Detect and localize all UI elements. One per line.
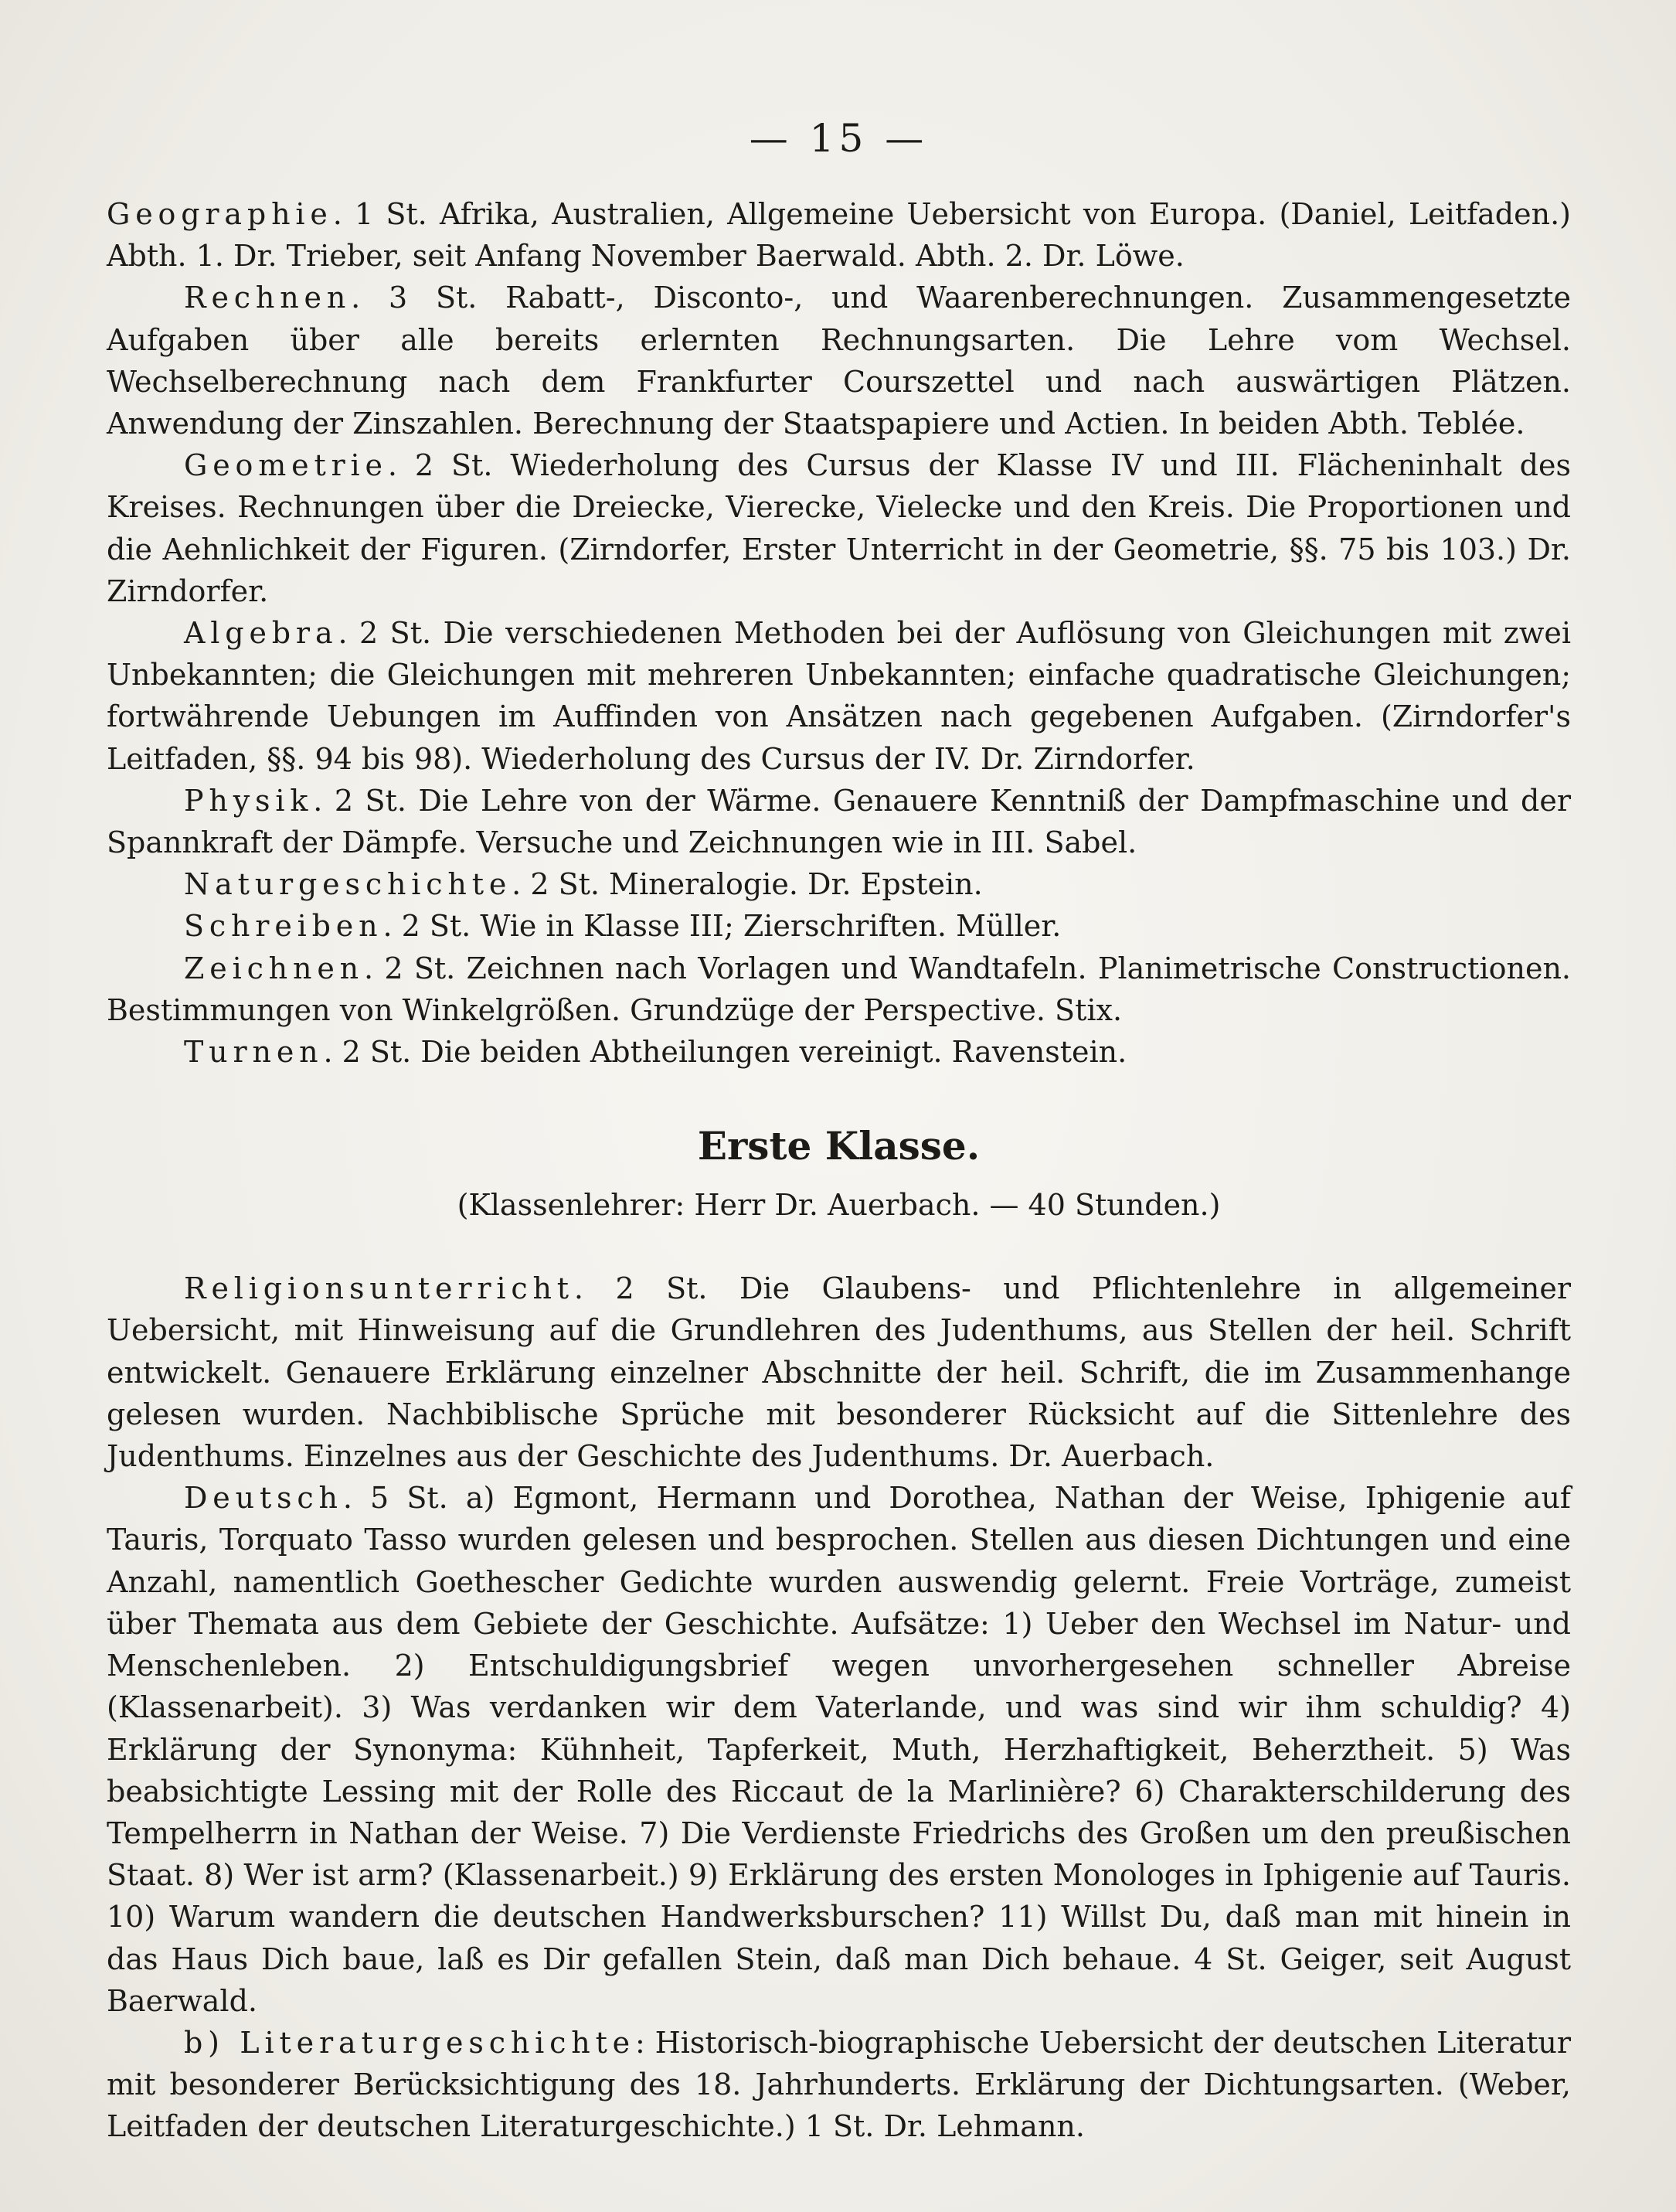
subject-text: . 2 St. Die Glaubens- und Pflichtenlehre in allgemeiner Uebersicht, mit Hinweisung auf die Grundlehren des Judenthums, aus Stellen der heil. Schrift entwickelt. Genauere Erklärung einzelner Abschnitte der heil. Schrift, die im Zusammenhange gelesen wurden. Nachbiblische Sprüche mit besonderer Rücksicht auf die Sittenlehre des Judenthums. Einzelnes aus der Geschichte des Judenthums. Dr. Auerbach. — [107, 1271, 1571, 1474]
subject-text: . 2 St. Mineralogie. Dr. Epstein. — [512, 867, 983, 902]
subject-text: . 2 St. Die beiden Abtheilungen vereinigt. Ravenstein. — [323, 1035, 1127, 1070]
subject-paragraph — [107, 905, 1571, 947]
subject-label: Zeichnen — [184, 951, 364, 985]
subject-paragraph — [107, 444, 1571, 612]
subject-list-bottom — [107, 1268, 1571, 2147]
subject-paragraph — [107, 1031, 1571, 1073]
subject-paragraph — [107, 193, 1571, 277]
subject-label: Naturgeschichte — [184, 867, 512, 902]
subject-label: Rechnen — [184, 281, 352, 315]
subject-paragraph — [107, 1268, 1571, 1477]
subject-paragraph — [107, 612, 1571, 780]
subject-label: Algebra — [184, 616, 338, 651]
subject-text: . 2 St. Wiederholung des Cursus der Klasse IV und III. Flächeninhalt des Kreises. Rechnungen über die Dreiecke, Vierecke, Vielecke und den Kreis. Die Proportionen und die Aehnlichkeit der Figuren. (Zirndorfer, Erster Unterricht in der Geometrie, §§. 75 bis 103.) Dr. Zirndorfer. — [107, 448, 1571, 608]
subject-paragraph — [107, 277, 1571, 444]
subject-paragraph — [107, 948, 1571, 1031]
subject-text: . 3 St. Rabatt-, Disconto-, und Waarenberechnungen. Zusammengesetzte Aufgaben über alle bereits erlernten Rechnungsarten. Die Lehre vom Wechsel. Wechselberechnung nach dem Frankfurter Courszettel und nach auswärtigen Plätzen. Anwendung der Zinszahlen. Berechnung der Staatspapiere und Actien. In beiden Abth. Teblée. — [107, 281, 1571, 441]
subject-paragraph — [107, 863, 1571, 905]
page-number: — 15 — — [749, 116, 929, 161]
subject-label: Geographie — [107, 197, 333, 231]
subject-list-top — [107, 193, 1571, 1073]
page-content — [107, 116, 1571, 2148]
subject-text: . 2 St. Die verschiedenen Methoden bei der Auflösung von Gleichungen mit zwei Unbekannten; die Gleichungen mit mehreren Unbekannten; einfache quadratische Gleichungen; fortwährende Uebungen im Auffinden von Ansätzen nach gegebenen Aufgaben. (Zirndorfer's Leitfaden, §§. 94 bis 98). Wiederholung des Cursus der IV. Dr. Zirndorfer. — [107, 616, 1571, 776]
subject-paragraph — [107, 2022, 1571, 2148]
subject-text: . 2 St. Wie in Klasse III; Zierschriften. Müller. — [382, 909, 1062, 944]
subject-label: Schreiben — [184, 909, 383, 944]
subject-paragraph — [107, 1477, 1571, 2022]
subject-label: Turnen — [184, 1035, 324, 1070]
subject-text: . 2 St. Die Lehre von der Wärme. Genauere Kenntniß der Dampfmaschine und der Spannkraft der Dämpfe. Versuche und Zeichnungen wie in III. Sabel. — [107, 783, 1571, 860]
subject-label: Physik — [184, 783, 314, 818]
subject-label: Deutsch — [184, 1481, 343, 1516]
section-heading: Erste Klasse. — [697, 1123, 981, 1169]
subject-label: b) Literaturgeschichte — [184, 2025, 636, 2060]
subject-text: . 5 St. a) Egmont, Hermann und Dorothea, Nathan der Weise, Iphigenie auf Tauris, Torquato Tasso wurden gelesen und besprochen. Stellen aus diesen Dichtungen und eine Anzahl, namentlich Goethescher Gedichte wurden auswendig gelernt. Freie Vorträge, zumeist über Themata aus dem Gebiete der Geschichte. Aufsätze: 1) Ueber den Wechsel im Natur- und Menschenleben. 2) Entschuldigungsbrief wegen unvorhergesehen schneller Abreise (Klassenarbeit). 3) Was verdanken wir dem Vaterlande, und was sind wir ihm schuldig? 4) Erklärung der Synonyma: Kühnheit, Tapferkeit, Muth, Herzhaftigkeit, Beherztheit. 5) Was beabsichtigte Lessing mit der Rolle des Riccaut de la Marlinière? 6) Charakterschilderung des Tempelherrn in Nathan der Weise. 7) Die Verdienste Friedrichs des Großen um den preußischen Staat. 8) Wer ist arm? (Klassenarbeit.) 9) Erklärung des ersten Monologes in Iphigenie auf Tauris. 10) Warum wandern die deutschen Handwerksburschen? 11) Willst Du, daß man mit hinein in das Haus Dich baue, laß es Dir gefallen Stein, daß man Dich behaue. 4 St. Geiger, seit August Baerwald. — [107, 1481, 1571, 2018]
subject-text: . 1 St. Afrika, Australien, Allgemeine Uebersicht von Europa. (Daniel, Leitfaden.) Abth. 1. Dr. Trieber, seit Anfang November Baerwald. Abth. 2. Dr. Löwe. — [107, 197, 1571, 274]
subject-text: : Historisch-biographische Uebersicht der deutschen Literatur mit besonderer Berücksichtigung des 18. Jahrhunderts. Erklärung der Dichtungsarten. (Weber, Leitfaden der deutschen Literaturgeschichte.) 1 St. Dr. Lehmann. — [107, 2025, 1571, 2144]
section-subheading: (Klassenlehrer: Herr Dr. Auerbach. — 40 Stunden.) — [457, 1188, 1221, 1223]
subject-label: Religionsunterricht — [184, 1271, 574, 1306]
subject-text: . 2 St. Zeichnen nach Vorlagen und Wandtafeln. Planimetrische Constructionen. Bestimmungen von Winkelgrößen. Grundzüge der Perspective. Stix. — [107, 951, 1571, 1027]
subject-paragraph — [107, 780, 1571, 863]
subject-label: Geometrie — [184, 448, 388, 483]
